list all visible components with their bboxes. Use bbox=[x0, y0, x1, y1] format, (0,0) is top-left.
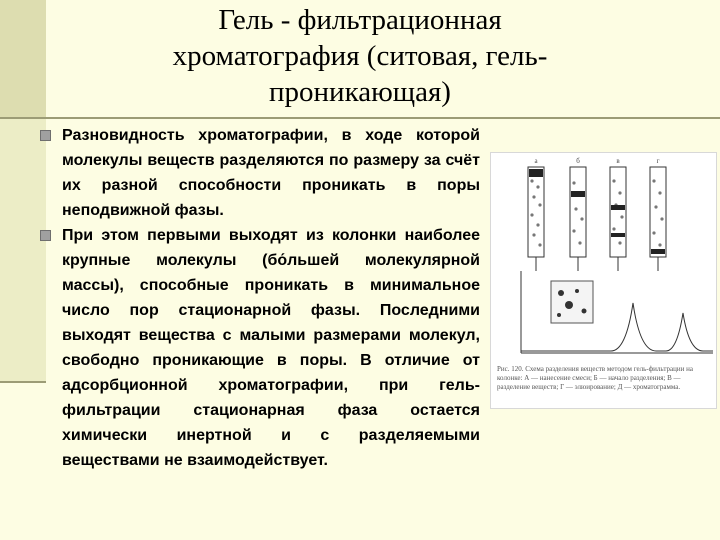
bullet-text: При этом первыми выходят из колонки наиболее крупные молекулы (бо́льшей молекулярной массы), способные проникать в минимальное число пор стационарной фазы. Последними выходят вещества с малыми размерами молекул, свободно проникающие в поры. В отличие от адсорбционной хроматографии, при гель-фильтрации стационарная фаза остается химически инертной и с разделяемыми веществами не взаимодействует. bbox=[62, 227, 480, 469]
bullet-text: Разновидность хроматографии, в ходе которой молекулы веществ разделяются по размеру за счёт их разной способности проникать в поры неподвижной фазы. bbox=[62, 127, 480, 219]
left-band-top bbox=[0, 0, 46, 117]
bullet-list bbox=[40, 123, 480, 473]
gel-filtration-figure bbox=[490, 152, 717, 409]
square-bullet-icon bbox=[40, 230, 51, 241]
column-label: б bbox=[576, 157, 580, 165]
figure-caption: Рис. 120. Схема разделения веществ методом гель-фильтрации на колонке: А — нанесение смеси; Б — начало разделения; В — разделение веществ; Г — элюирование; Д — хроматограмма. bbox=[497, 365, 693, 391]
column-label: в bbox=[616, 157, 620, 165]
slide-title bbox=[60, 2, 660, 110]
column-label: г bbox=[656, 157, 660, 165]
title-line-1: Гель - фильтрационная bbox=[218, 4, 502, 36]
bullet-item bbox=[40, 123, 480, 223]
title-line-2: хроматография (ситовая, гель- bbox=[172, 40, 548, 72]
title-divider bbox=[0, 117, 720, 119]
column-diagram-illustration bbox=[491, 153, 716, 363]
title-line-3: проникающая) bbox=[269, 76, 451, 108]
square-bullet-icon bbox=[40, 130, 51, 141]
column-label: а bbox=[534, 157, 538, 165]
bullet-item bbox=[40, 223, 480, 473]
